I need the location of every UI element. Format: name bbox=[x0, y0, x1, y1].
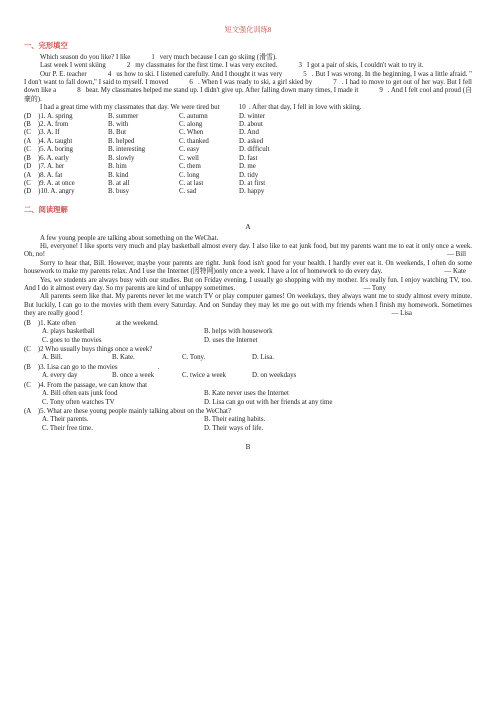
options bbox=[24, 337, 472, 345]
post-text: Hi, everyone! I like sports very much and play basketball almost every day. I also like to eat junk food, but my parents want me to eat it only once a week. Oh, no! bbox=[24, 242, 472, 259]
option-a: A. plays basketball bbox=[42, 328, 95, 336]
question-1 bbox=[24, 320, 472, 345]
blank-8: 8 bbox=[77, 87, 81, 95]
option-c: C. easy bbox=[179, 146, 200, 154]
post-text: Sorry to hear that, Bill. However, maybe your parents are right. Junk food isn't good for your health. I hardly ever eat it. On weekends, I often do some housework to make my parents relax. And I use the Internet (因特网)only once a week. I have a lot of homework to do every day. bbox=[24, 259, 472, 276]
blank-10: 10 bbox=[238, 104, 246, 112]
option-c: C. twice a week bbox=[182, 372, 227, 380]
passage-b-label: B bbox=[245, 443, 251, 452]
option-a: (C )9. A. at once bbox=[24, 180, 75, 187]
option-row bbox=[24, 180, 472, 188]
option-a: (D )10. A. angry bbox=[24, 188, 75, 196]
option-c: C. Tony. bbox=[182, 354, 206, 362]
option-c: C. along bbox=[179, 121, 203, 129]
option-d: D. difficult bbox=[239, 146, 270, 154]
question-stem bbox=[24, 320, 472, 328]
question-3 bbox=[24, 364, 472, 381]
options bbox=[24, 399, 472, 407]
text: . bbox=[157, 363, 160, 371]
option-b: B. helps with housework bbox=[204, 328, 273, 336]
option-c: C. Their free time. bbox=[42, 424, 93, 432]
cloze-paragraph-2 bbox=[24, 62, 472, 70]
option-row bbox=[24, 155, 472, 163]
text: . When I was ready to ski, a girl skied by bbox=[198, 78, 313, 86]
post-lisa bbox=[24, 293, 472, 318]
option-b: B. with bbox=[108, 121, 129, 129]
passage-a-label: A bbox=[245, 222, 251, 231]
option-a: (B )6. A. early bbox=[24, 154, 69, 162]
passage-intro: A few young people are talking about something on the WeChat. bbox=[40, 234, 219, 242]
option-d: D. Their ways of life. bbox=[204, 424, 264, 432]
question-stem: (C )4. From the passage, we can know that bbox=[24, 381, 148, 389]
text: I got a pair of skis, I couldn't wait to try it. bbox=[306, 62, 424, 70]
text: very much because I can go skiing (滑雪). bbox=[159, 53, 277, 61]
options bbox=[24, 416, 472, 424]
text: Our P. E. teacher bbox=[40, 70, 87, 78]
cloze-heading: 一、完形填空 bbox=[24, 40, 68, 50]
post-tony bbox=[24, 277, 472, 294]
option-c: C. them bbox=[179, 163, 201, 171]
option-a: (C )3. A. If bbox=[24, 129, 60, 137]
cloze-paragraph-1 bbox=[24, 54, 472, 62]
text: . And I felt cool and proud (自豪的). bbox=[24, 87, 472, 103]
option-a: (A )8. A. fat bbox=[24, 171, 63, 179]
option-b: B. Kate. bbox=[112, 354, 135, 362]
option-c: C. long bbox=[179, 171, 200, 179]
blank-7: 7 bbox=[333, 78, 337, 86]
option-d: D. me bbox=[239, 163, 256, 171]
option-c: C. autumn bbox=[179, 112, 208, 120]
text: . But I was wrong. In the beginning, I was a little afraid. " I don't want to fall down," I said to myself. I moved bbox=[24, 70, 472, 86]
option-c: C. well bbox=[179, 154, 199, 162]
question-stem: (C )2 Who usually buys things once a week? bbox=[24, 346, 153, 353]
option-d: D. fast bbox=[239, 154, 258, 162]
option-row bbox=[24, 172, 472, 180]
cloze-options bbox=[24, 113, 472, 197]
text: at the weekend. bbox=[115, 319, 159, 327]
text: Last week I went skiing bbox=[40, 62, 106, 70]
signature: — Kate bbox=[444, 268, 466, 276]
option-row bbox=[24, 129, 472, 137]
option-c: C. Tony often watches TV bbox=[42, 398, 115, 406]
blank-5: 5 bbox=[303, 70, 307, 78]
signature: — Bill bbox=[447, 251, 466, 259]
option-c: C. thanked bbox=[179, 137, 209, 145]
option-a: (A )4. A. taught bbox=[24, 137, 73, 145]
option-b: B. at all bbox=[108, 180, 130, 187]
text: . After that day, I fell in love with skiing. bbox=[248, 104, 362, 112]
blank-3: 3 bbox=[298, 62, 302, 70]
text: I had a great time with my classmates that day. We were tired but bbox=[40, 104, 220, 112]
question-5 bbox=[24, 408, 472, 433]
options bbox=[24, 354, 472, 362]
blank-9: 9 bbox=[379, 87, 383, 95]
signature: — Lisa bbox=[391, 310, 412, 318]
option-a: (B )2. A. from bbox=[24, 121, 69, 129]
options bbox=[24, 425, 472, 433]
option-row bbox=[24, 138, 472, 146]
option-row bbox=[24, 121, 472, 129]
option-b: B. helped bbox=[108, 137, 135, 145]
post-text: Yes, we students are always busy with our studies. But on Friday evening, I usually go shopping with my mother. It's really fun. I enjoy watching TV, too. And I do it almost every day. So my parents are kind of unhappy sometimes. bbox=[24, 276, 472, 293]
option-d: D. uses the Internet bbox=[204, 336, 258, 344]
text: . I had to move to get out of her way. But I fell down like a bbox=[24, 78, 472, 95]
option-a: (D )7. A. her bbox=[24, 163, 65, 171]
option-b: B. slowly bbox=[108, 154, 135, 162]
option-d: D. at first bbox=[239, 180, 266, 187]
question-2 bbox=[24, 346, 472, 363]
option-a: A. Bill. bbox=[42, 354, 63, 362]
option-c: C. When bbox=[179, 129, 204, 137]
option-b: B. Their eating habits. bbox=[204, 416, 266, 424]
option-a: A. every day bbox=[42, 372, 78, 380]
option-b: B. him bbox=[108, 163, 127, 171]
option-a: (C )5. A. boring bbox=[24, 146, 73, 154]
question-stem bbox=[24, 364, 472, 372]
option-a: A. Bill often eats junk food bbox=[42, 390, 118, 398]
option-b: B. Kate never uses the Internet bbox=[204, 390, 289, 398]
options bbox=[24, 372, 472, 380]
text: bear. My classmates helped me stand up. I didn't give up. After falling down many times, I made it bbox=[85, 87, 359, 95]
signature: — Tony bbox=[363, 285, 386, 293]
option-b: B. interesting bbox=[108, 146, 146, 154]
question-4 bbox=[24, 382, 472, 407]
option-b: B. once a week bbox=[112, 372, 155, 380]
text: Which season do you like? I like bbox=[40, 53, 131, 61]
option-d: D. asked bbox=[239, 137, 264, 145]
blank-4: 4 bbox=[107, 70, 112, 78]
blank-1: 1 bbox=[151, 53, 155, 61]
option-b: B. summer bbox=[108, 112, 139, 120]
blank-2: 2 bbox=[126, 62, 131, 70]
post-text: All parents seem like that. My parents never let me watch TV or play computer games! On weekdays, they always want me to study almost every minute. But luckily, I can go to the movies with them every Saturday. And on Sunday they may let me go out with my friends when I finish my homework. Sometimes they are really good ! bbox=[24, 293, 472, 318]
text: (B )3. Lisa can go to the movies bbox=[24, 363, 118, 371]
option-row bbox=[24, 188, 472, 196]
post-bill bbox=[24, 243, 472, 260]
option-c: C. at last bbox=[179, 180, 204, 187]
blank-6: 6 bbox=[189, 78, 193, 86]
cloze-paragraph-4 bbox=[24, 104, 472, 112]
option-d: D. tidy bbox=[239, 171, 259, 179]
option-c: C. sad bbox=[179, 188, 197, 196]
option-b: B. busy bbox=[108, 188, 130, 196]
page-title: 短文强化训练8 bbox=[224, 26, 272, 34]
option-d: D. Lisa. bbox=[252, 354, 275, 362]
option-row bbox=[24, 146, 472, 154]
option-a: (D )1. A. spring bbox=[24, 112, 73, 120]
option-a: A. Their parents. bbox=[42, 416, 89, 424]
options bbox=[24, 328, 472, 336]
option-d: D. on weekdays bbox=[252, 372, 297, 380]
option-row bbox=[24, 113, 472, 121]
option-c: C. goes to the movies bbox=[42, 336, 102, 344]
reading-heading: 二、阅读理解 bbox=[24, 204, 68, 214]
option-d: D. winter bbox=[239, 112, 266, 120]
question-stem: (A )5. What are these young people mainly talking about on the WeChat? bbox=[24, 407, 232, 415]
option-d: D. Lisa can go out with her friends at any time bbox=[204, 398, 333, 406]
option-d: D. happy bbox=[239, 188, 265, 196]
option-row bbox=[24, 163, 472, 171]
post-kate bbox=[24, 260, 472, 277]
option-d: D. And bbox=[239, 129, 259, 137]
option-b: B. But bbox=[108, 129, 126, 137]
text: my classmates for the first time. I was very excited. bbox=[135, 62, 278, 70]
cloze-paragraph-3 bbox=[24, 71, 472, 105]
text: us how to ski. I listened carefully. And I thought it was very bbox=[116, 70, 283, 78]
options bbox=[24, 390, 472, 398]
option-b: B. kind bbox=[108, 171, 129, 179]
option-d: D. about bbox=[239, 121, 263, 129]
text: (B )1. Kate often bbox=[24, 319, 76, 327]
